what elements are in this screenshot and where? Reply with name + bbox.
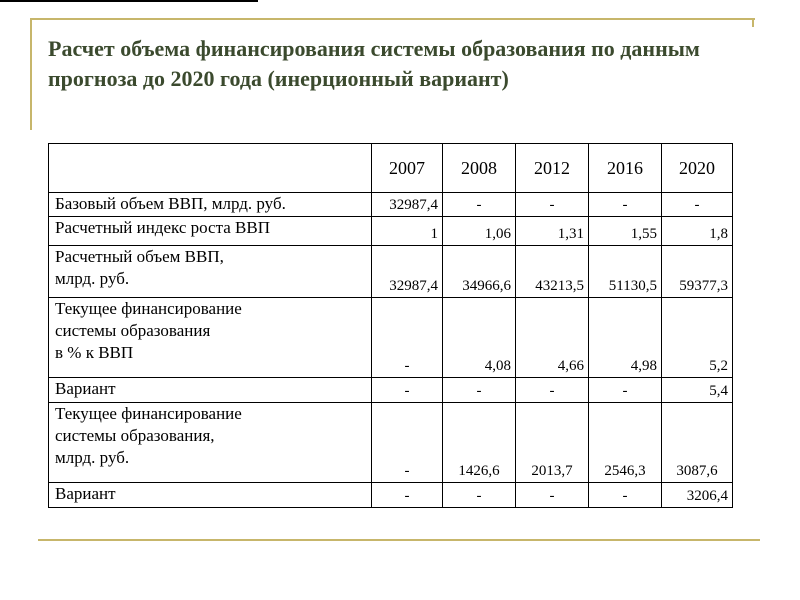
table-cell: 2013,7 (516, 403, 589, 483)
table-cell: - (516, 193, 589, 217)
table-cell: 4,66 (516, 298, 589, 378)
header-corner-cell (49, 144, 372, 193)
table-cell: - (516, 483, 589, 508)
table-cell: 32987,4 (372, 193, 443, 217)
header-year-2008: 2008 (443, 144, 516, 193)
row-label: Вариант (49, 483, 372, 508)
table-cell: 4,08 (443, 298, 516, 378)
table-cell: 32987,4 (372, 246, 443, 298)
table-cell: - (443, 193, 516, 217)
header-year-2020: 2020 (662, 144, 733, 193)
row-label-line: млрд. руб. (55, 269, 130, 288)
table-cell: 1,55 (589, 217, 662, 246)
table-cell: 34966,6 (443, 246, 516, 298)
table-cell: 1 (372, 217, 443, 246)
header-year-2012: 2012 (516, 144, 589, 193)
table-row-funding-percent (49, 298, 733, 378)
table-cell: 3087,6 (662, 403, 733, 483)
table-cell: 2546,3 (589, 403, 662, 483)
table-cell: - (589, 483, 662, 508)
table-cell: - (662, 193, 733, 217)
row-label (49, 246, 372, 298)
slide-title: Расчет объема финансирования системы образования по данным прогноза до 2020 года (инерционный вариант) (48, 36, 700, 91)
row-label (49, 298, 372, 378)
table-cell: - (372, 298, 443, 378)
row-label-line: системы образования, (55, 426, 215, 445)
top-rule (0, 0, 258, 2)
row-label: Расчетный индекс роста ВВП (49, 217, 372, 246)
header-year-2007: 2007 (372, 144, 443, 193)
table-cell: - (372, 378, 443, 403)
table-cell: 1,31 (516, 217, 589, 246)
table-cell: 3206,4 (662, 483, 733, 508)
table-row-variant-amount (49, 483, 733, 508)
table-cell: - (443, 483, 516, 508)
table-cell: 51130,5 (589, 246, 662, 298)
row-label: Базовый объем ВВП, млрд. руб. (49, 193, 372, 217)
row-label: Вариант (49, 378, 372, 403)
table-cell: 5,4 (662, 378, 733, 403)
row-label-line: млрд. руб. (55, 448, 130, 467)
header-year-2016: 2016 (589, 144, 662, 193)
table-row-base-gdp (49, 193, 733, 217)
row-label-line: в % к ВВП (55, 343, 134, 362)
forecast-table-container (48, 143, 733, 508)
title-frame-tick (752, 18, 754, 27)
table-row-variant-percent (49, 378, 733, 403)
table-cell: - (372, 483, 443, 508)
row-label-line: Текущее финансирование (55, 299, 242, 318)
table-cell: - (589, 378, 662, 403)
table-cell: 43213,5 (516, 246, 589, 298)
table-cell: 4,98 (589, 298, 662, 378)
table-cell: 59377,3 (662, 246, 733, 298)
table-cell: - (589, 193, 662, 217)
table-cell: - (443, 378, 516, 403)
table-cell: 5,2 (662, 298, 733, 378)
row-label-line: системы образования (55, 321, 211, 340)
table-cell: - (372, 403, 443, 483)
table-header-row (49, 144, 733, 193)
table-cell: 1,06 (443, 217, 516, 246)
table-row-gdp-index (49, 217, 733, 246)
table-cell: - (516, 378, 589, 403)
table-cell: 1,8 (662, 217, 733, 246)
table-cell: 1426,6 (443, 403, 516, 483)
forecast-table (48, 143, 733, 508)
row-label-line: Текущее финансирование (55, 404, 242, 423)
row-label (49, 403, 372, 483)
bottom-rule (38, 539, 760, 541)
table-row-funding-amount (49, 403, 733, 483)
row-label-line: Расчетный объем ВВП, (55, 247, 224, 266)
table-row-calc-gdp (49, 246, 733, 298)
